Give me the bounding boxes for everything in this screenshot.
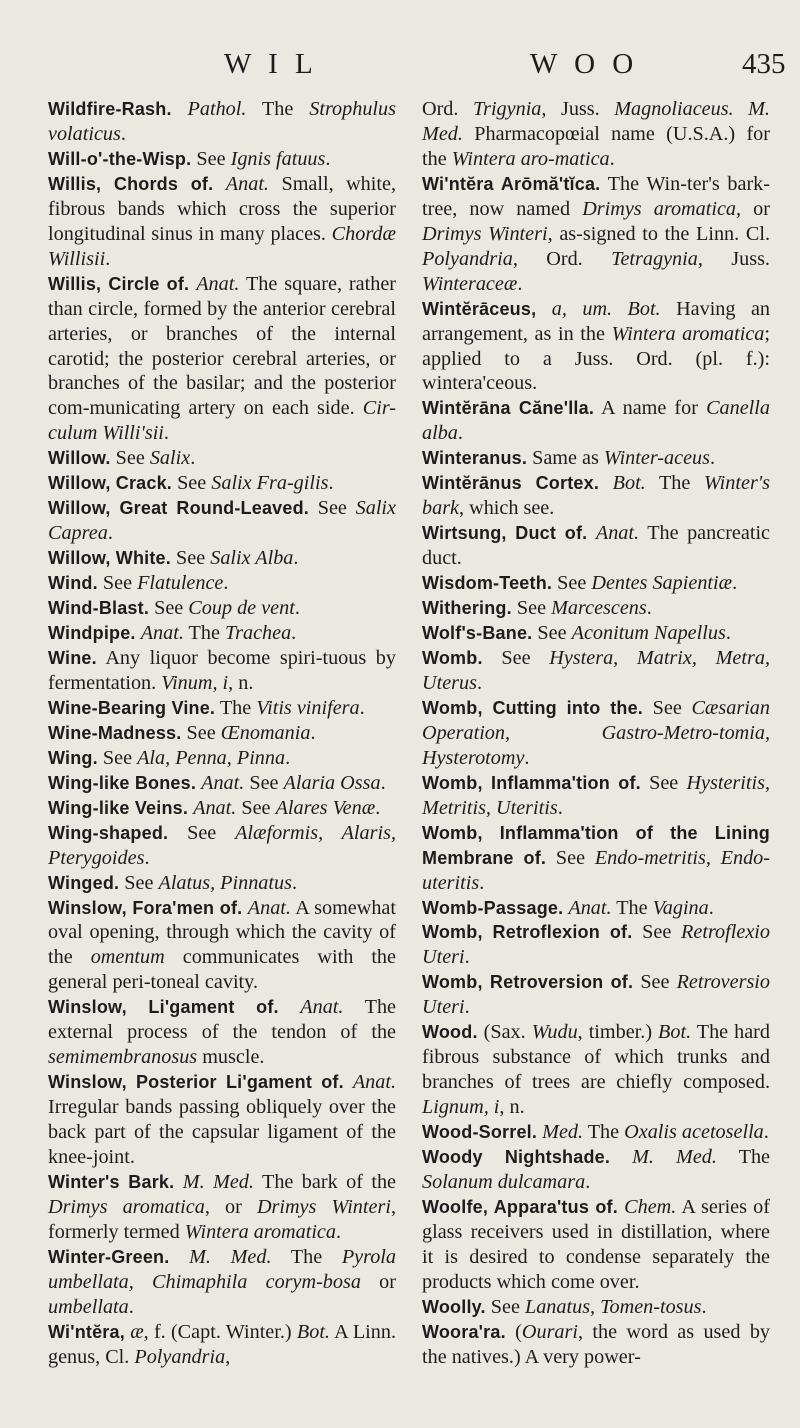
entry-headword: Willis, Circle of. — [48, 273, 190, 294]
entry-headword: Woora'ra. — [422, 1321, 506, 1342]
entry-headword: Winter-Green. — [48, 1246, 170, 1267]
entry-definition: Anat. The Vagina. — [568, 896, 714, 919]
dictionary-entry — [422, 621, 770, 646]
entry-definition: Ord. Trigynia, Juss. Magnoliaceus. M. Med. Pharmacopœial name (U.S.A.) for the Wintera aro-matica. — [422, 98, 770, 170]
dictionary-entry — [48, 172, 396, 272]
entry-definition: See Hystera, Matrix, Metra, Uterus. — [422, 646, 770, 694]
dictionary-entry — [422, 771, 770, 821]
dictionary-entry — [422, 571, 770, 596]
dictionary-entry — [48, 1170, 396, 1245]
dictionary-entry — [422, 172, 770, 297]
entry-headword: Willow, Great Round-Leaved. — [48, 498, 309, 519]
running-head-right: W O O — [530, 48, 639, 80]
entry-headword: Wind. — [48, 573, 98, 594]
entry-definition: Same as Winter-aceus. — [532, 447, 716, 470]
entry-headword: Will-o'-the-Wisp. — [48, 148, 192, 169]
entry-definition: Pathol. The Strophulus volaticus. — [48, 98, 396, 145]
entry-headword: Winteranus. — [422, 448, 528, 469]
entry-definition: See Aconitum Napellus. — [537, 622, 731, 645]
dictionary-entry — [48, 546, 396, 571]
entry-definition: See Hysteritis, Metritis, Uteritis. — [422, 771, 771, 819]
entry-headword: Womb. — [422, 647, 483, 668]
entry-definition: M. Med. The Pyrola umbellata, Chimaphila corym-bosa or umbellata. — [48, 1245, 397, 1318]
entry-headword: Wintĕrāna Căne'lla. — [422, 398, 595, 419]
dictionary-entry — [422, 696, 770, 771]
entry-definition: See Salix Caprea. — [48, 497, 396, 545]
dictionary-entry — [422, 596, 770, 621]
entry-definition: a, um. Bot. Having an arrangement, as in the Wintera aromatica; applied to a Juss. Ord. (pl. f.): wintera'ceous. — [422, 297, 771, 395]
dictionary-entry — [48, 571, 396, 596]
dictionary-entry — [422, 297, 770, 397]
entry-headword: Withering. — [422, 598, 512, 619]
entry-definition: See Cæsarian Operation, Gastro-Metro-tomia, Hysterotomy. — [422, 696, 770, 769]
entry-definition: Chem. A series of glass receivers used in distillation, where it is desired to condense separately the products which come over. — [422, 1195, 770, 1293]
dictionary-entry — [422, 1120, 770, 1145]
entry-definition: See Salix Alba. — [176, 547, 299, 570]
dictionary-entry — [48, 1320, 396, 1370]
dictionary-entry — [48, 596, 396, 621]
dictionary-entry — [48, 496, 396, 546]
entry-definition: See Marcescens. — [516, 597, 652, 620]
dictionary-entry — [422, 1320, 770, 1370]
entry-definition: See Endo-metritis, Endo-uteritis. — [422, 846, 770, 894]
entry-definition: Any liquor become spiri-tuous by fermentation. Vinum, i, n. — [48, 646, 396, 694]
dictionary-entry — [48, 1070, 396, 1170]
dictionary-entry — [48, 147, 396, 172]
dictionary-entry — [48, 621, 396, 646]
entry-headword: Wing-shaped. — [48, 822, 169, 843]
entry-headword: Willis, Chords of. — [48, 173, 214, 194]
entry-headword: Wine-Madness. — [48, 722, 182, 743]
entry-definition: M. Med. The bark of the Drimys aromatica, or Drimys Winteri, formerly termed Wintera aromatica. — [48, 1170, 396, 1243]
entry-headword: Wi'ntĕra Arōmă'tĭca. — [422, 173, 601, 194]
dictionary-entry — [48, 1245, 396, 1320]
right-column — [422, 97, 770, 1370]
dictionary-entry — [422, 821, 770, 896]
entry-definition: Med. The Oxalis acetosella. — [542, 1121, 769, 1144]
entry-definition: Anat. The square, rather than circle, formed by the anterior cerebral arteries, or branches of the internal carotid; the posterior cerebral arteries, or branches of the basilar; and the posterior com-municating artery on each side. Cir-culum Willi'sii. — [48, 272, 397, 445]
dictionary-entry — [422, 396, 770, 446]
entry-headword: Wing-like Bones. — [48, 772, 197, 793]
dictionary-entry — [48, 896, 396, 996]
dictionary-entry — [422, 1195, 770, 1295]
entry-headword: Wine-Bearing Vine. — [48, 697, 216, 718]
dictionary-entry — [422, 446, 770, 471]
entry-headword: Womb, Inflamma'tion of the Lining Membrane of. — [422, 822, 770, 868]
entry-definition: The Win-ter's bark-tree, now named Drimys aromatica, or Drimys Winteri, as-signed to the Linn. Cl. Polyandria, Ord. Tetragynia, Juss. Winteraceæ. — [422, 172, 770, 295]
dictionary-entry — [48, 446, 396, 471]
entry-definition: Anat. A somewhat oval opening, through which the cavity of the omentum communicates with the general peri-toneal cavity. — [48, 896, 396, 994]
entry-headword: Willow, White. — [48, 548, 171, 569]
entry-definition: Bot. The Winter's bark, which see. — [422, 472, 770, 520]
entry-headword: Wolf's-Bane. — [422, 623, 533, 644]
entry-headword: Winslow, Fora'men of. — [48, 897, 243, 918]
entry-headword: Winged. — [48, 872, 120, 893]
dictionary-entry — [422, 1145, 770, 1195]
entry-headword: Wine. — [48, 647, 97, 668]
entry-headword: Willow. — [48, 448, 111, 469]
entry-headword: Wood-Sorrel. — [422, 1122, 538, 1143]
dictionary-entry — [48, 696, 396, 721]
running-head-left: W I L — [224, 48, 318, 80]
dictionary-entry — [48, 272, 396, 447]
entry-headword: Woody Nightshade. — [422, 1147, 611, 1168]
entry-definition: Anat. See Alares Venæ. — [193, 796, 381, 819]
entry-definition: See Flatulence. — [102, 572, 229, 595]
dictionary-entry — [48, 771, 396, 796]
entry-headword: Wintĕrānus Cortex. — [422, 473, 600, 494]
entry-definition: (Sax. Wudu, timber.) Bot. The hard fibrous substance of which trunks and branches of trees are chiefly composed. Lignum, i, n. — [422, 1021, 770, 1119]
dictionary-entry — [48, 746, 396, 771]
dictionary-entry — [422, 896, 770, 921]
entry-headword: Womb, Retroflexion of. — [422, 922, 633, 943]
page-number: 435 — [742, 48, 786, 80]
entry-headword: Winslow, Posterior Li'gament of. — [48, 1072, 344, 1093]
entry-definition: The Vitis vinifera. — [219, 696, 365, 719]
entry-definition: Anat. The Trachea. — [140, 622, 297, 645]
dictionary-entry — [48, 995, 396, 1070]
entry-headword: Wisdom-Teeth. — [422, 573, 553, 594]
dictionary-entry — [48, 471, 396, 496]
entry-headword: Wood. — [422, 1022, 478, 1043]
entry-headword: Woolly. — [422, 1296, 486, 1317]
entry-definition: See Dentes Sapientiæ. — [557, 572, 738, 595]
entry-headword: Willow, Crack. — [48, 473, 173, 494]
dictionary-entry — [48, 796, 396, 821]
entry-headword: Womb, Retroversion of. — [422, 972, 634, 993]
dictionary-entry — [422, 1020, 770, 1120]
dictionary-entry — [422, 471, 770, 521]
dictionary-entry — [422, 920, 770, 970]
entry-definition: See Salix. — [115, 447, 196, 470]
entry-headword: Winter's Bark. — [48, 1171, 175, 1192]
dictionary-entry — [48, 821, 396, 871]
entry-definition: See Ala, Penna, Pinna. — [102, 746, 291, 769]
entry-headword: Wintĕrāceus, — [422, 298, 537, 319]
entry-definition: Anat. See Alaria Ossa. — [201, 771, 386, 794]
left-column — [48, 97, 396, 1370]
entry-definition: Anat. The pancreatic duct. — [422, 522, 771, 570]
entry-headword: Wing-like Veins. — [48, 797, 189, 818]
dictionary-entry — [422, 646, 770, 696]
entry-definition: (Ourari, the word as used by the natives.) A very power- — [422, 1320, 771, 1368]
dictionary-entry — [422, 970, 770, 1020]
entry-headword: Windpipe. — [48, 623, 136, 644]
entry-definition: æ, f. (Capt. Winter.) Bot. A Linn. genus, Cl. Polyandria, — [48, 1320, 396, 1368]
entry-headword: Wirtsung, Duct of. — [422, 523, 588, 544]
dictionary-entry — [422, 521, 770, 571]
entry-headword: Womb, Inflamma'tion of. — [422, 772, 641, 793]
entry-definition: Anat. Small, white, fibrous bands which cross the superior longitudinal sinus in many places. Chordæ Willisii. — [48, 172, 396, 270]
entry-headword: Wing. — [48, 747, 98, 768]
entry-definition: See Œnomania. — [186, 721, 316, 744]
entry-headword: Womb-Passage. — [422, 897, 564, 918]
entry-headword: Wildfire-Rash. — [48, 99, 172, 119]
entry-headword: Winslow, Li'gament of. — [48, 997, 279, 1018]
dictionary-entry — [48, 721, 396, 746]
dictionary-entry — [422, 1295, 770, 1320]
entry-definition: See Retroflexio Uteri. — [422, 921, 770, 969]
entry-headword: Womb, Cutting into the. — [422, 697, 644, 718]
entry-headword: Woolfe, Appara'tus of. — [422, 1196, 618, 1217]
entry-definition: See Ignis fatuus. — [196, 147, 331, 170]
entry-definition: A name for Canella alba. — [422, 397, 770, 445]
entry-definition: See Coup de vent. — [154, 597, 300, 620]
entry-headword: Wi'ntĕra, — [48, 1321, 125, 1342]
dictionary-entry — [48, 871, 396, 896]
entry-definition: See Lanatus, Tomen-tosus. — [490, 1295, 707, 1318]
entry-definition: Anat. Irregular bands passing obliquely over the back part of the capsular ligament of the knee-joint. — [48, 1071, 397, 1169]
entry-definition: See Alatus, Pinnatus. — [124, 871, 297, 894]
dictionary-entry — [422, 97, 770, 172]
entry-definition: Anat. The external process of the tendon of the semimembranosus muscle. — [48, 996, 396, 1069]
dictionary-entry — [48, 646, 396, 696]
entry-headword: Wind-Blast. — [48, 598, 150, 619]
entry-definition: M. Med. The Solanum dulcamara. — [422, 1146, 770, 1193]
dictionary-entry — [48, 97, 396, 147]
entry-definition: See Retroversio Uteri. — [422, 971, 770, 1019]
entry-definition: See Salix Fra-gilis. — [177, 472, 334, 495]
entry-definition: See Alæformis, Alaris, Pterygoides. — [48, 821, 397, 869]
